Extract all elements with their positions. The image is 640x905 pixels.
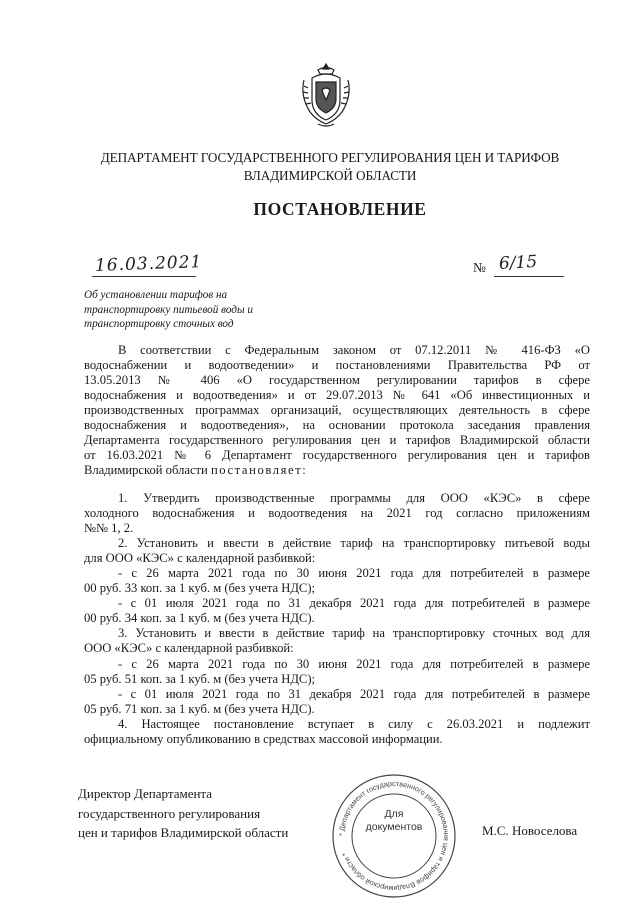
stamp-line: документов (365, 821, 423, 833)
item-1-line: №№ 1, 2. (84, 521, 134, 536)
document-subject (84, 288, 344, 332)
number-sign: № (473, 260, 486, 275)
preamble-line: производственных программах организаций, осуществляющих деятельность в сфере (84, 403, 590, 418)
item-2-line: для ООО «КЭС» с календарной разбивкой: (84, 551, 316, 566)
signature-position (78, 784, 288, 843)
item-3b-line: 05 руб. 71 коп. за 1 куб. м (без учета НДС). (84, 701, 315, 716)
preamble-line: Департамента государственного регулирования цен и тарифов Владимирской области (84, 433, 590, 448)
decree-word: постановляет: (210, 463, 308, 478)
document-date: 16.03.2021 (94, 252, 203, 276)
subject-line: транспортировку питьевой воды и (84, 303, 253, 316)
item-1-line: 1. Утвердить производственные программы для ООО «КЭС» в сфере (118, 491, 590, 505)
department-name-line2: ВЛАДИМИРСКОЙ ОБЛАСТИ (243, 168, 417, 183)
item-2b-line: - с 01 июля 2021 года по 31 декабря 2021 года для потребителей в размере (118, 596, 590, 611)
decree-items (84, 491, 590, 747)
subject-line: транспортировку сточных вод (84, 318, 234, 331)
item-4-line: официальному опубликованию в средствах массовой информации. (84, 731, 443, 746)
stamp-center-text (354, 808, 434, 856)
subject-line: Об установлении тарифов на (84, 289, 228, 301)
item-1-line: холодного водоснабжения и водоотведения на 2021 год согласно приложениям (84, 506, 590, 521)
item-3-line: 3. Установить и ввести в действие тариф на транспортировку сточных вод для (118, 626, 590, 641)
item-2a-line: 00 руб. 33 коп. за 1 куб. м (без учета НДС); (84, 581, 316, 596)
preamble-line: водоснабжения и водоотведения», на основании протокола заседания правления (84, 418, 590, 433)
number-underline (494, 276, 564, 277)
item-3-line: ООО «КЭС» с календарной разбивкой: (84, 641, 294, 656)
department-name-line1: ДЕПАРТАМЕНТ ГОСУДАРСТВЕННОГО РЕГУЛИРОВАНИЯ ЦЕН И ТАРИФОВ (100, 150, 560, 165)
preamble-line: водоснабжения и водоотведения» и от 29.07.2013 № 641 «Об инвестиционных и (84, 388, 590, 403)
position-line: цен и тарифов Владимирской области (78, 825, 289, 840)
preamble-line: водоснабжении и водоотведении» и постановлениями Правительства РФ от (84, 358, 590, 373)
coat-of-arms-emblem (298, 60, 354, 132)
item-3b-line: - с 01 июля 2021 года по 31 декабря 2021 года для потребителей в размере (118, 686, 590, 701)
document-title: ПОСТАНОВЛЕНИЕ (253, 199, 427, 219)
preamble-line: 13.05.2013 № 406 «О государственном регулировании тарифов в сфере (84, 373, 590, 388)
item-2b-line: 00 руб. 34 коп. за 1 куб. м (без учета НДС). (84, 611, 315, 626)
preamble-line: от 16.03.2021 № 6 Департамент государственного регулирования цен и тарифов (84, 448, 590, 463)
position-line: государственного регулирования (78, 805, 261, 821)
preamble-line: В соответствии с Федеральным законом от 07.12.2011 № 416-ФЗ «О (118, 343, 590, 357)
preamble-line (84, 463, 590, 478)
date-underline (92, 276, 196, 277)
signatory-name: М.С. Новоселова (482, 823, 578, 838)
svg-text:* Департамент государственного: * Департамент государственного регулирования цен и тарифов Владимирской области * (336, 778, 452, 894)
stamp-line: Для (384, 808, 404, 820)
item-3a-line: 05 руб. 51 коп. за 1 куб. м (без учета НДС); (84, 671, 316, 686)
document-number: 6/15 (498, 252, 538, 274)
preamble (84, 343, 590, 478)
item-2a-line: - с 26 марта 2021 года по 30 июня 2021 года для потребителей в размере (118, 566, 590, 581)
item-2-line: 2. Установить и ввести в действие тариф на транспортировку питьевой воды (118, 536, 590, 551)
item-4-line: 4. Настоящее постановление вступает в силу с 26.03.2021 и подлежит (118, 716, 590, 731)
item-3a-line: - с 26 марта 2021 года по 30 июня 2021 года для потребителей в размере (118, 656, 590, 671)
preamble-tail: Владимирской области (84, 463, 208, 478)
position-line: Директор Департамента (78, 786, 213, 801)
